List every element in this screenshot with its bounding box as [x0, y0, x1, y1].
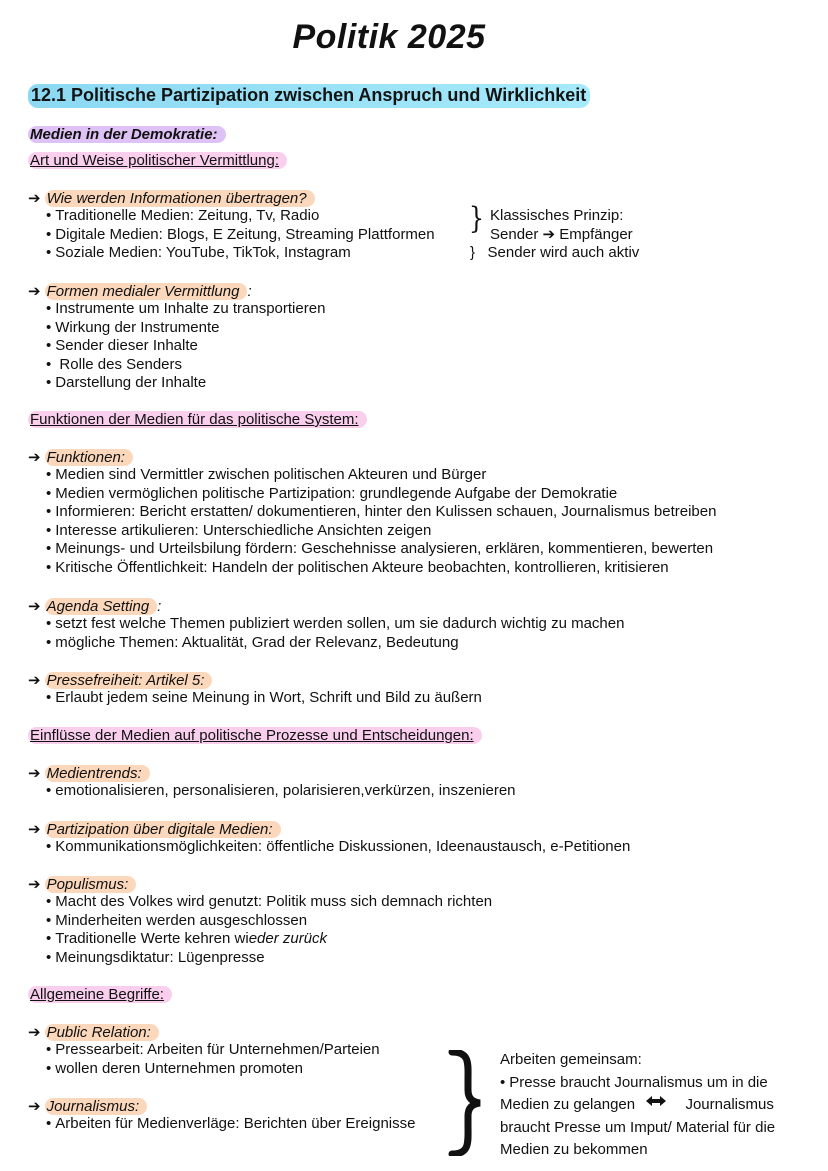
list-pressefreiheit — [46, 689, 482, 708]
list-item: • Rolle des Senders — [46, 355, 183, 373]
list-item: • Traditionelle Werte kehren wieder zurück — [46, 930, 328, 948]
heading-populismus: ➔ Populismus: — [28, 875, 136, 893]
arrow-icon: ➔ — [28, 190, 41, 207]
list-journalismus — [46, 1115, 415, 1134]
list-item: • Traditionelle Medien: Zeitung, Tv, Radio — [46, 207, 320, 224]
arrow-icon: ➔ — [28, 449, 41, 466]
list-item: • wollen deren Unternehmen promoten — [46, 1059, 303, 1077]
heading-journalismus: ➔ Journalismus: — [28, 1097, 147, 1115]
list-item: • emotionalisieren, personalisieren, polarisieren,verkürzen, inszenieren — [46, 782, 516, 799]
list-item: • Wirkung der Instrumente — [46, 318, 220, 336]
list-public-relation — [46, 1041, 380, 1078]
list-item: • Arbeiten für Medienverläge: Berichten über Ereignisse — [46, 1115, 416, 1132]
note-sender-aktiv: } Sender wird auch aktiv — [470, 244, 640, 261]
list-item: • Interesse artikulieren: Unterschiedliche Ansichten zeigen — [46, 521, 432, 539]
arrow-icon: ➔ — [28, 598, 41, 615]
list-item: • setzt fest welche Themen publiziert werden sollen, um sie dadurch wichtig zu machen — [46, 615, 625, 632]
double-arrow-icon — [645, 1095, 667, 1107]
arrow-icon: ➔ — [28, 765, 41, 782]
heading-medientrends: ➔ Medientrends: — [28, 764, 150, 782]
list-populismus — [46, 893, 492, 967]
list-agenda — [46, 615, 624, 652]
heading-agenda: ➔ Agenda Setting : — [28, 598, 162, 615]
list-item: • Macht des Volkes wird genutzt: Politik muss sich demnach richten — [46, 893, 493, 910]
section-heading-begriffe: Allgemeine Begriffe: — [28, 986, 172, 1003]
list-item: • Digitale Medien: Blogs, E Zeitung, Streaming Plattformen — [46, 225, 435, 243]
heading-funktionen: ➔ Funktionen: — [28, 448, 133, 466]
list-item: • Soziale Medien: YouTube, TikTok, Instagram — [46, 244, 351, 262]
list-item: • Minderheiten werden ausgeschlossen — [46, 911, 308, 929]
list-funktionen — [46, 466, 716, 578]
chapter-heading: 12.1 Politische Partizipation zwischen Anspruch und Wirklichkeit — [28, 84, 590, 108]
heading-partizipation: ➔ Partizipation über digitale Medien: — [28, 820, 281, 838]
list-item: • Medien sind Vermittler zwischen politischen Akteuren und Bürger — [46, 466, 487, 483]
arrow-icon: ➔ — [28, 672, 41, 689]
list-item: • Meinungsdiktatur: Lügenpresse — [46, 948, 265, 966]
list-item: • Pressearbeit: Arbeiten für Unternehmen/Parteien — [46, 1041, 380, 1058]
arrow-icon: ➔ — [28, 1098, 41, 1115]
heading-formen: ➔ Formen medialer Vermittlung : — [28, 283, 252, 300]
list-uebertragung — [46, 207, 435, 263]
note-arbeiten-gemeinsam: Arbeiten gemeinsam: • Presse braucht Journalismus um in die Medien zu gelangen Journalismus braucht Presse um Imput/ Material für die Medien zu bekommen — [500, 1051, 776, 1158]
list-formen — [46, 300, 325, 393]
heading-uebertragung: ➔ Wie werden Informationen übertragen? — [28, 189, 315, 207]
arrow-icon: ➔ — [28, 821, 41, 838]
large-curly-brace-icon — [448, 1050, 484, 1156]
list-item: • mögliche Themen: Aktualität, Grad der Relevanz, Bedeutung — [46, 633, 459, 651]
list-item: • Medien vermöglichen politische Partizipation: grundlegende Aufgabe der Demokratie — [46, 484, 618, 502]
arrow-icon: ➔ — [28, 283, 41, 300]
curly-brace-icon: } — [468, 201, 485, 236]
list-item: • Erlaubt jedem seine Meinung in Wort, Schrift und Bild zu äußern — [46, 689, 482, 706]
list-item: • Sender dieser Inhalte — [46, 337, 198, 355]
topic-heading: Medien in der Demokratie: — [28, 126, 226, 143]
list-partizipation — [46, 838, 630, 857]
section-heading-vermittlung: Art und Weise politischer Vermittlung: — [28, 152, 287, 169]
list-item: • Meinungs- und Urteilsbilung fördern: Geschehnisse analysieren, erklären, kommentieren, bewerten — [46, 540, 714, 558]
heading-pressefreiheit: ➔ Pressefreiheit: Artikel 5: — [28, 671, 212, 689]
list-item: • Darstellung der Inhalte — [46, 374, 207, 392]
heading-public-relation: ➔ Public Relation: — [28, 1023, 159, 1041]
note-klassisches-prinzip: Klassisches Prinzip: Sender ➔ Empfänger — [490, 207, 633, 243]
list-medientrends — [46, 782, 516, 801]
page-title: Politik 2025 — [292, 18, 486, 56]
section-heading-einfluesse: Einflüsse der Medien auf politische Prozesse und Entscheidungen: — [28, 727, 482, 744]
list-item: • Informieren: Bericht erstatten/ dokumentieren, hinter den Kulissen schauen, Journalismus betreiben — [46, 503, 717, 521]
arrow-icon: ➔ — [28, 1024, 41, 1041]
list-item: • Kritische Öffentlichkeit: Handeln der politischen Akteure beobachten, kontrollieren, kritisieren — [46, 558, 669, 576]
section-heading-funktionen: Funktionen der Medien für das politische System: — [28, 411, 367, 428]
list-item: • Instrumente um Inhalte zu transportieren — [46, 300, 326, 317]
arrow-icon: ➔ — [542, 225, 556, 243]
arrow-icon: ➔ — [28, 876, 41, 893]
curly-brace-icon: } — [470, 244, 476, 261]
list-item: • Kommunikationsmöglichkeiten: öffentliche Diskussionen, Ideenaustausch, e-Petitionen — [46, 838, 631, 855]
